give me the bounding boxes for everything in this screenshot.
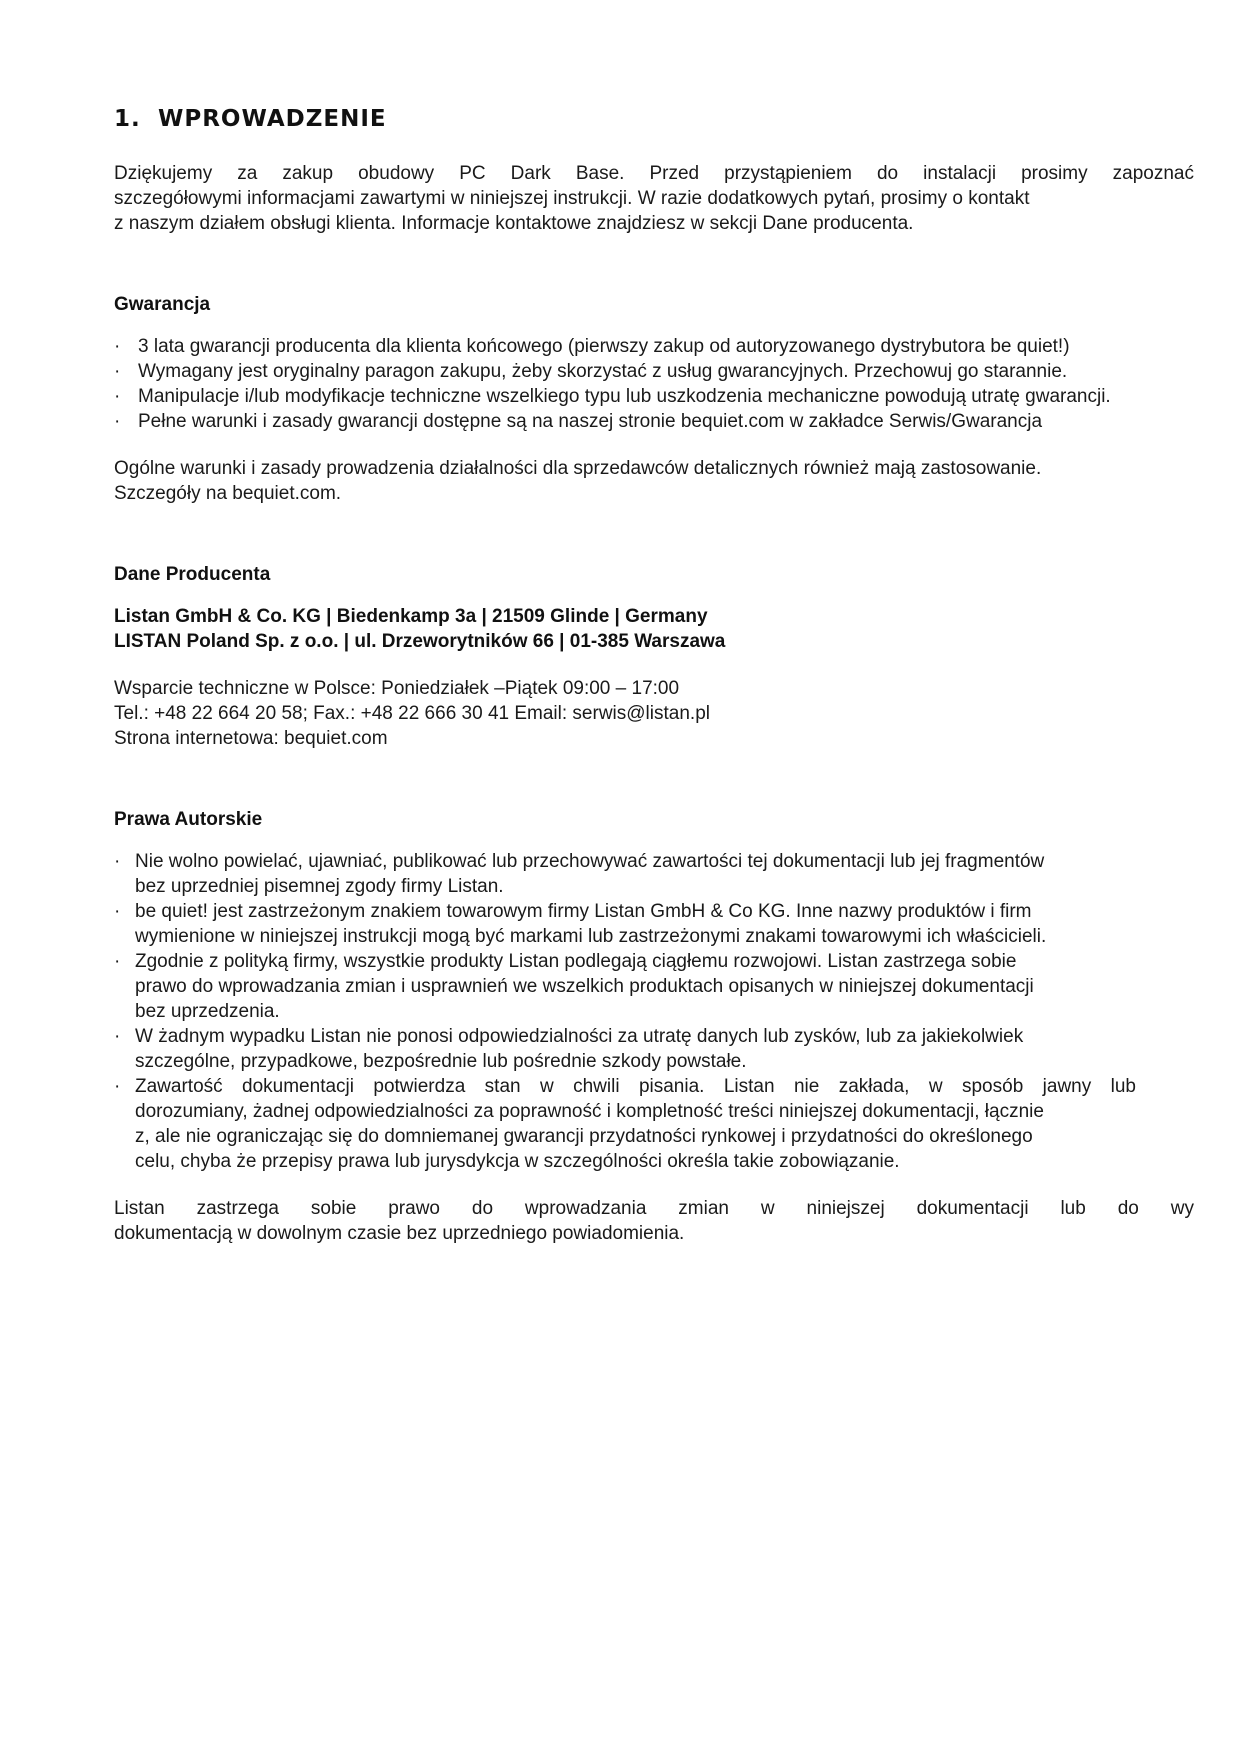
section-title: WPROWADZENIE [158,106,387,132]
copyright-item: · Zawartość dokumentacji potwierdza stan w chwili pisania. Listan nie zakłada, w sposób jawny lub dorozumiany, żadnej odpowiedzialności za poprawność i kompletność treści niniejszej dokumentacji, łącznie z, ale nie ograniczając się do domniemanej gwarancji przydatności rynkowej i przydatności do określonego celu, chyba że przepisy prawa lub jurysdykcja w szczególności określa takie zobowiązanie. [114,1074,1194,1174]
copyright-item: · be quiet! jest zastrzeżonym znakiem towarowym firmy Listan GmbH & Co KG. Inne nazwy produktów i firm wymienione w niniejszej instrukcji mogą być markami lub zastrzeżonymi znakami towarowymi ich właścicieli. [114,899,1194,949]
copyright-item: · Nie wolno powielać, ujawniać, publikować lub przechowywać zawartości tej dokumentacji lub jej fragmentów bez uprzedniej pisemnej zgody firmy Listan. [114,849,1194,899]
copyright-title: Prawa Autorskie [114,809,263,830]
copyright-item: · Zgodnie z polityką firmy, wszystkie produkty Listan podlegają ciągłemu rozwojowi. Listan zastrzega sobie prawo do wprowadzania zmian i usprawnień we wszelkich produktach opisanych w niniejszej dokumentacji bez uprzedzenia. [114,949,1194,1024]
warranty-list [114,334,1194,434]
contact-info: Tel.: +48 22 664 20 58; Fax.: +48 22 666 30 41 Email: serwis@listan.pl [114,703,710,724]
warranty-title: Gwarancja [114,294,211,315]
intro-line: z naszym działem obsługi klienta. Informacje kontaktowe znajdziesz w sekcji Dane producenta. [114,213,914,234]
final-note: dokumentacją w dowolnym czasie bez uprzedniego powiadomienia. [114,1223,685,1244]
support-hours: Wsparcie techniczne w Polsce: Poniedziałek –Piątek 09:00 – 17:00 [114,678,680,699]
copyright-item: · W żadnym wypadku Listan nie ponosi odpowiedzialności za utratę danych lub zysków, lub za jakiekolwiek szczególne, przypadkowe, bezpośrednie lub pośrednie szkody powstałe. [114,1024,1194,1074]
producer-address: LISTAN Poland Sp. z o.o. | ul. Drzeworytników 66 | 01-385 Warszawa [114,631,726,652]
final-note: Listan zastrzega sobie prawo do wprowadzania zmian w niniejszej dokumentacji lub do wy [114,1198,1194,1219]
warranty-item: · Manipulacje i/lub modyfikacje techniczne wszelkiego typu lub uszkodzenia mechaniczne powodują utratę gwarancji. [114,384,1194,409]
website-info: Strona internetowa: bequiet.com [114,728,388,749]
intro-line: szczegółowymi informacjami zawartymi w niniejszej instrukcji. W razie dodatkowych pytań, prosimy o kontakt [114,188,1030,209]
document-page [114,104,1194,1246]
warranty-note: Szczegóły na bequiet.com. [114,483,342,504]
copyright-list [114,849,1194,1174]
producer-address: Listan GmbH & Co. KG | Biedenkamp 3a | 21509 Glinde | Germany [114,606,708,627]
intro-line: Dziękujemy za zakup obudowy PC Dark Base. Przed przystąpieniem do instalacji prosimy zapoznać [114,163,1194,184]
section-heading [114,104,1194,134]
intro-paragraph [114,161,1194,236]
producer-title: Dane Producenta [114,564,271,585]
section-number: 1. [114,106,141,132]
warranty-note: Ogólne warunki i zasady prowadzenia działalności dla sprzedawców detalicznych również mają zastosowanie. [114,458,1042,479]
warranty-item: · Pełne warunki i zasady gwarancji dostępne są na naszej stronie bequiet.com w zakładce Serwis/Gwarancja [114,409,1194,434]
warranty-item: · Wymagany jest oryginalny paragon zakupu, żeby skorzystać z usług gwarancyjnych. Przechowuj go starannie. [114,359,1194,384]
warranty-item: · 3 lata gwarancji producenta dla klienta końcowego (pierwszy zakup od autoryzowanego dystrybutora be quiet!) [114,334,1194,359]
